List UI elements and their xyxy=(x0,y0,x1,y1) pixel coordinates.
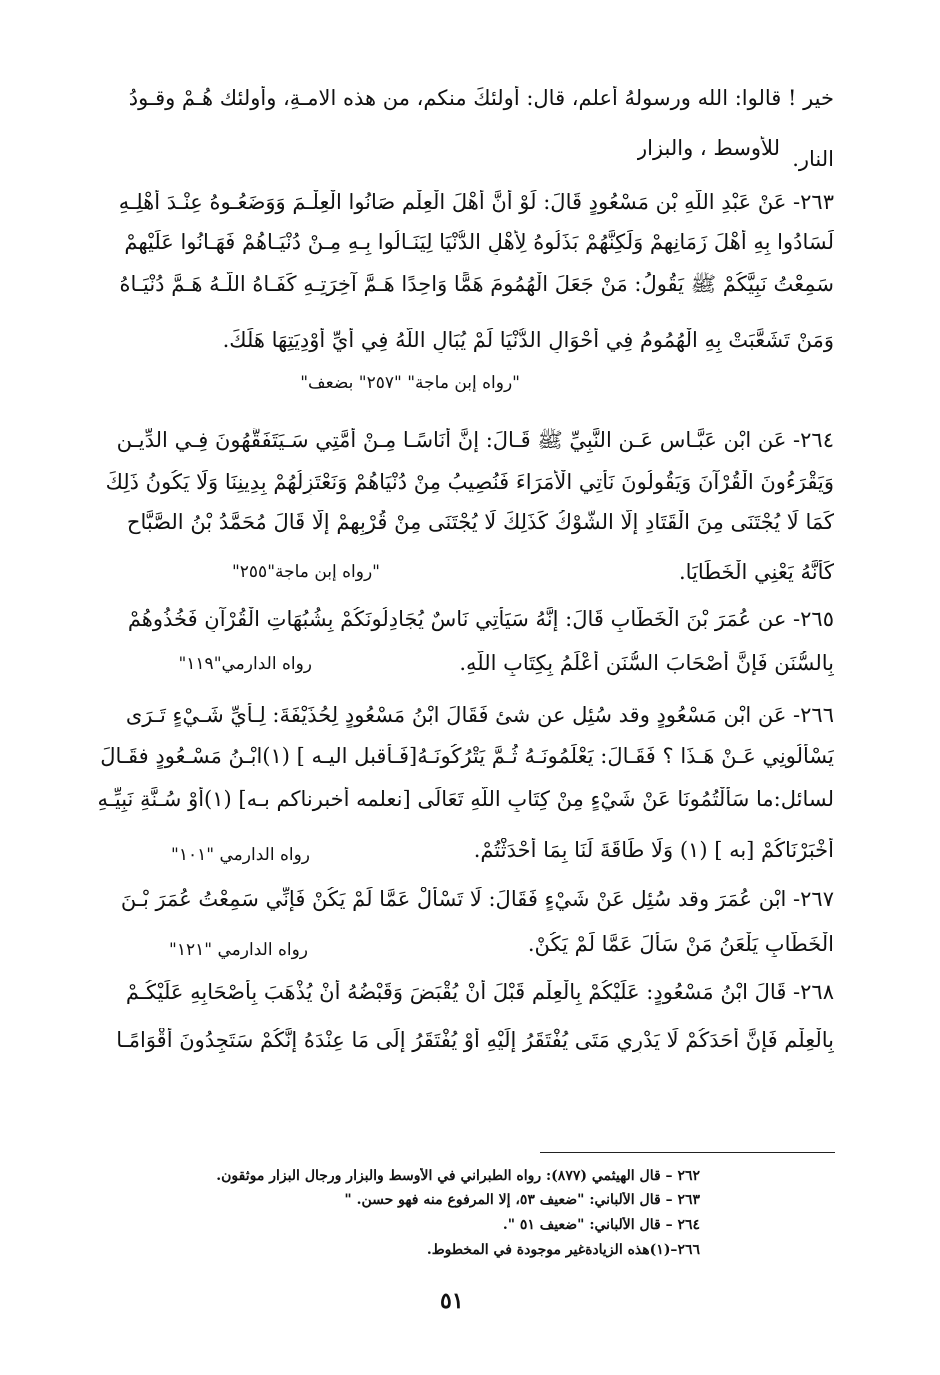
text-line: ٢٦٨- قَالَ ابْنُ مَسْعُودٍ: عَلَيْكُمْ بِالْعِلْمِ قَبْلَ أَنْ يُقْبَضَ وَقَبْضُهُ أَنْ يُذْهَبَ بِأَصْحَابِهِ عَلَيْكُـمْ xyxy=(125,980,834,1004)
text-line: النار. xyxy=(792,147,834,171)
text-line: ٢٦٣- عَنْ عَبْدِ اللَّهِ بْنِ مَسْعُودٍ قَالَ: لَوْ أَنَّ أَهْلَ الْعِلْمِ صَانُوا الْعِلْـمَ وَوَضَعُـوهُ عِنْـدَ أَهْلِـهِ xyxy=(118,190,834,214)
text-line: يَسْأَلُونِي عَـنْ هَـذَا ؟ فَقَـالَ: يَعْلَمُونَـهُ ثُـمَّ يَتْرُكُونَـهُ[فَـأقبل اليـه ] (١)ابْـنُ مَسْـعُودٍ فقَـالَ xyxy=(100,744,834,768)
text-line: لسائل:ما سَأَلْتُمُونَا عَنْ شَيْءٍ مِنْ كِتَابِ اللَّهِ تَعَالَى [نعلمه أخبرناكم بـه] (١)أَوْ سُـنَّةِ نَبِيِّـهِ xyxy=(97,787,834,811)
text-line: لَسَادُوا بِهِ أَهْلَ زَمَانِهِمْ وَلَكِنَّهُمْ بَذَلُوهُ لِأَهْلِ الدُّنْيَا لِيَنَـالُوا بِـهِ مِـنْ دُنْيَـاهُمْ فَهَـانُوا عَلَيْهِمْ xyxy=(124,230,834,254)
text-line: ٢٦٦- عَنِ ابْنِ مَسْعُودٍ وقد سُئِل عن شئ فَقَالَ ابْنُ مَسْعُودٍ لِحُذَيْفَةَ: لِـأَيِّ شَـيْءٍ تَـرَى xyxy=(125,703,834,727)
text-line: "رواه إبن ماجة" "٢٥٧" بضعف" xyxy=(300,373,520,393)
text-line: "رواه إبن ماجة"٢٥٥" xyxy=(231,562,380,582)
text-line: وَمَنْ تَشَعَّبَتْ بِهِ الْهُمُومُ فِي أَحْوَالِ الدُّنْيَا لَمْ يُبَالِ اللَّهُ فِي أَيِّ أَوْدِيَتِهَا هَلَكَ. xyxy=(222,328,834,352)
footnote: ٢٦٤ – قال الألباني: "ضعيف ٥١ ". xyxy=(502,1217,700,1233)
text-line: ٢٦٥- عن عُمَرَ بْنَ الْخَطَّابِ قَالَ: إِنَّهُ سَيَأْتِي نَاسٌ يُجَادِلُونَكُمْ بِشُبُهَاتِ الْقُرْآنِ فَخُذُوهُمْ xyxy=(127,607,834,631)
text-line: بِالْعِلْمِ فَإِنَّ أَحَدَكُمْ لَا يَدْرِي مَتَى يُفْتَقَرُ إِلَيْهِ أَوْ يُفْتَقَرُ إِلَى مَا عِنْدَهُ إِنَّكُمْ سَتَجِدُونَ أَقْوَامًـا xyxy=(116,1028,834,1052)
text-line: ٢٦٧- ابْنِ عُمَرَ وقد سُئِل عَنْ شَيْءٍ فَقَالَ: لَا تَسْأَلْ عَمَّا لَمْ يَكُنْ فَإِنِّي سَمِعْتُ عُمَرَ بْـنَ xyxy=(120,887,834,911)
text-line: سَمِعْتُ نَبِيَّكُمْ ﷺ يَقُولُ: مَنْ جَعَلَ الْهُمُومَ هَمًّا وَاحِدًا هَـمَّ آخِرَتِـهِ كَفَـاهُ اللَّـهُ هَـمَّ دُنْيَـاهُ xyxy=(119,272,834,296)
page-number: ٥١ xyxy=(440,1288,464,1314)
text-line: كَأَنَّهُ يَعْنِي الْخَطَايَا. xyxy=(679,560,834,584)
footnote: ٢٦٣ – قال الألباني: "ضعيف ٥٣، إلا المرفوع منه فهو حسن. " xyxy=(344,1192,700,1208)
text-line: رواه الدارمي "١٠١" xyxy=(171,845,310,865)
text-line: للأوسط ، والبزار xyxy=(636,136,780,160)
text-line: رواه الدارمي"١١٩" xyxy=(178,654,312,674)
footnote: ٢٦٢ – قال الهيثمي (٨٧٧): رواه الطبراني في الأوسط والبزار ورجال البزار موثقون. xyxy=(216,1168,700,1184)
footnote: ٢٦٦–(١)هذه الزيادةغير موجودة في المخطوط. xyxy=(426,1242,700,1258)
text-line: ٢٦٤- عَنِ ابْنِ عَبَّـاسٍ عَـنِ النَّبِيِّ ﷺ قَـالَ: إِنَّ أُنَاسًـا مِـنْ أُمَّتِي سَـيَتَفَقَّهُونَ فِـي الدِّيـنِ xyxy=(116,428,834,452)
text-line: أَخْبَرْنَاكُمْ [به ] (١) وَلَا طَاقَةَ لَنَا بِمَا أَحْدَثْتُمْ. xyxy=(473,838,834,862)
text-line: الْخَطَّابِ يَلْعَنُ مَنْ سَأَلَ عَمَّا لَمْ يَكُنْ. xyxy=(527,932,834,956)
text-line: وَيَقْرَءُونَ الْقُرْآنَ وَيَقُولُونَ نَأْتِي الْأُمَرَاءَ فَنُصِيبُ مِنْ دُنْيَاهُمْ وَنَعْتَزِلُهُمْ بِدِينِنَا وَلَا يَكُونُ ذَلِكَ xyxy=(105,470,834,494)
text-line: بِالسُّنَنِ فَإِنَّ أَصْحَابَ السُّنَنِ أَعْلَمُ بِكِتَابِ اللَّهِ. xyxy=(459,651,834,675)
text-line: رواه الدارمي "١٢١" xyxy=(169,940,308,960)
text-line: خير ! قالوا: الله ورسولهُ أعلم، قال: أولئكَ منكم، من هذه الامـةِ، وأولئك هُـمْ وقـودُ xyxy=(128,86,834,110)
footnote-rule xyxy=(540,1152,835,1153)
text-line: كَمَا لَا يُجْتَنَى مِنَ الْقَتَادِ إِلَّا الشَّوْكُ كَذَلِكَ لَا يُجْتَنَى مِنْ قُرْبِهِمْ إِلَّا قَالَ مُحَمَّدُ بْنُ الصَّبَّاحِ xyxy=(126,510,834,534)
